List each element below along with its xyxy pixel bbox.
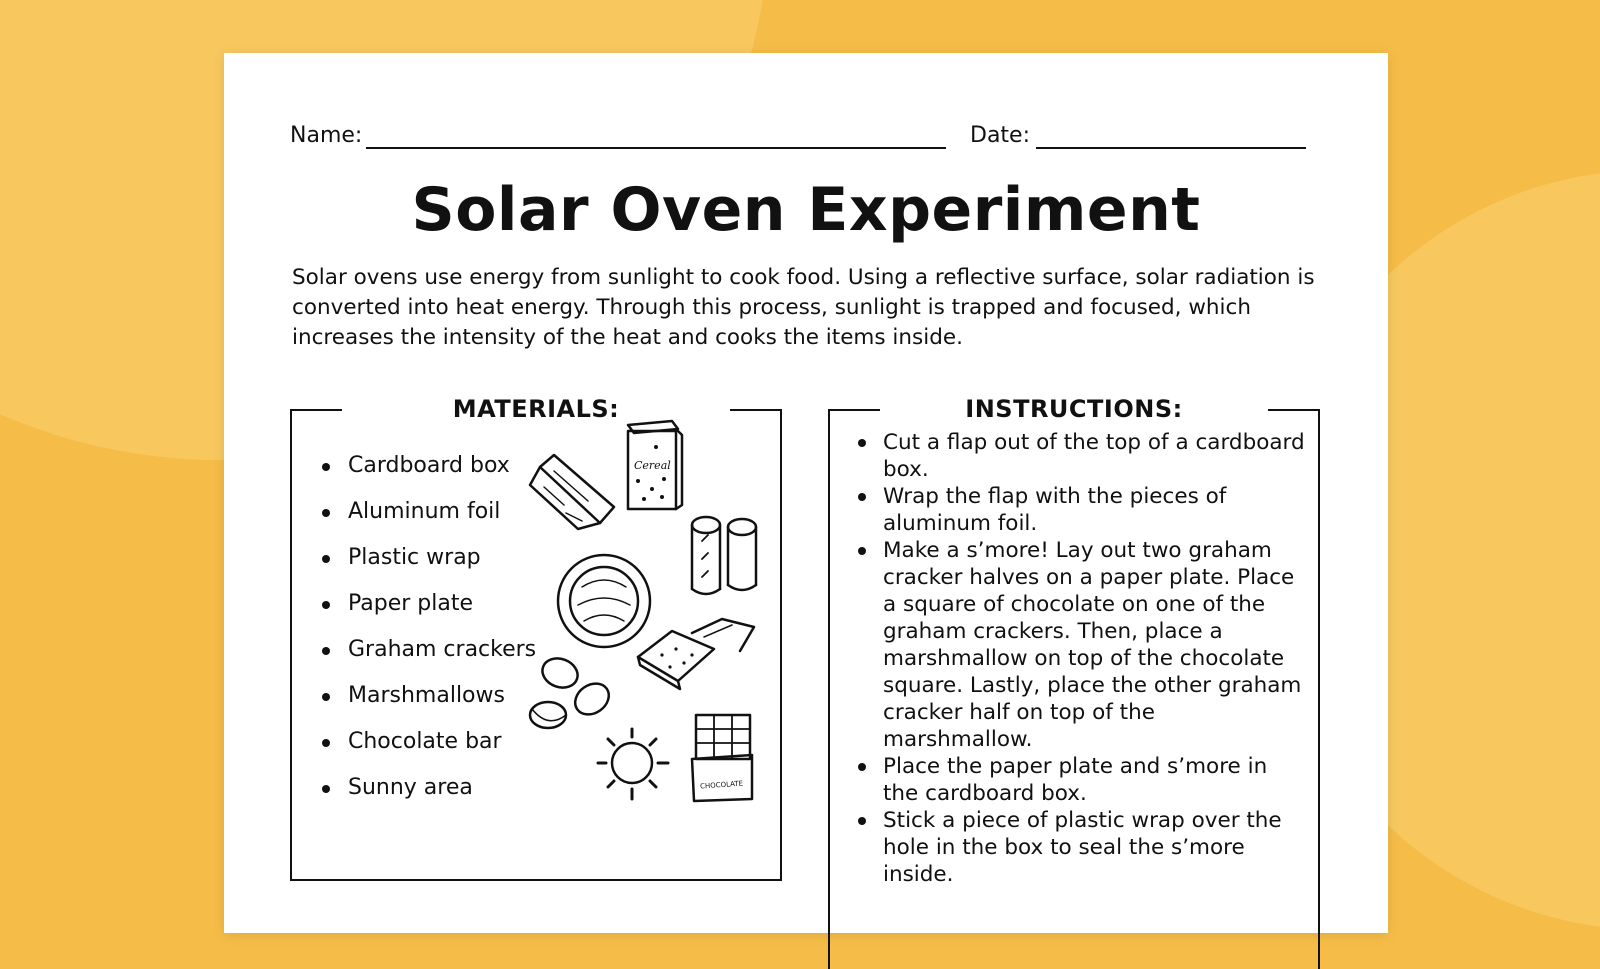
list-item: Sunny area	[322, 765, 536, 811]
list-item: Plastic wrap	[322, 535, 536, 581]
cereal-box-label: Cereal	[634, 459, 671, 472]
aluminum-foil-icon	[530, 455, 614, 529]
name-date-row	[290, 123, 1318, 153]
list-item: Place the paper plate and s’more in the cardboard box.	[858, 753, 1308, 807]
name-line	[366, 147, 946, 149]
instructions-panel	[828, 395, 1320, 969]
intro-paragraph: Solar ovens use energy from sunlight to cook food. Using a reflective surface, solar radiation is converted into heat energy. Through this process, sunlight is trapped and focused, which increases the intensity of the heat and cooks the items inside.	[292, 265, 1315, 350]
materials-heading: MATERIALS:	[452, 395, 620, 423]
paper-towel-icon	[692, 517, 756, 594]
instructions-list	[858, 429, 1308, 888]
list-item: Cardboard box	[322, 443, 536, 489]
date-label: Date:	[970, 123, 1030, 148]
list-item: Marshmallows	[322, 673, 536, 719]
instructions-heading: INSTRUCTIONS:	[965, 395, 1183, 423]
date-line	[1036, 147, 1306, 149]
marshmallows-icon	[530, 654, 615, 728]
list-item: Cut a flap out of the top of a cardboard box.	[858, 429, 1308, 483]
page-title: Solar Oven Experiment	[411, 175, 1201, 245]
list-item: Aluminum foil	[322, 489, 536, 535]
list-item: Make a s’more! Lay out two graham cracker halves on a paper plate. Place a square of chocolate on one of the graham crackers. Then, place a marshmallow on top of the chocolate square. Lastly, place the other graham cracker half on top of the marshmallow.	[858, 537, 1308, 753]
list-item: Graham crackers	[322, 627, 536, 673]
list-item: Stick a piece of plastic wrap over the hole in the box to seal the s’more inside.	[858, 807, 1308, 888]
name-label: Name:	[290, 123, 363, 148]
chocolate-bar-icon	[692, 715, 752, 801]
list-item: Wrap the flap with the pieces of aluminum foil.	[858, 483, 1308, 537]
materials-illustrations	[292, 409, 780, 879]
materials-panel	[290, 395, 782, 881]
list-item: Paper plate	[322, 581, 536, 627]
worksheet-page	[224, 53, 1388, 933]
list-item: Chocolate bar	[322, 719, 536, 765]
sun-icon	[598, 729, 668, 799]
paper-plate-icon	[558, 555, 650, 647]
cereal-box-icon	[628, 421, 682, 509]
chocolate-bar-label: CHOCOLATE	[699, 779, 744, 791]
graham-crackers-icon	[638, 619, 754, 689]
